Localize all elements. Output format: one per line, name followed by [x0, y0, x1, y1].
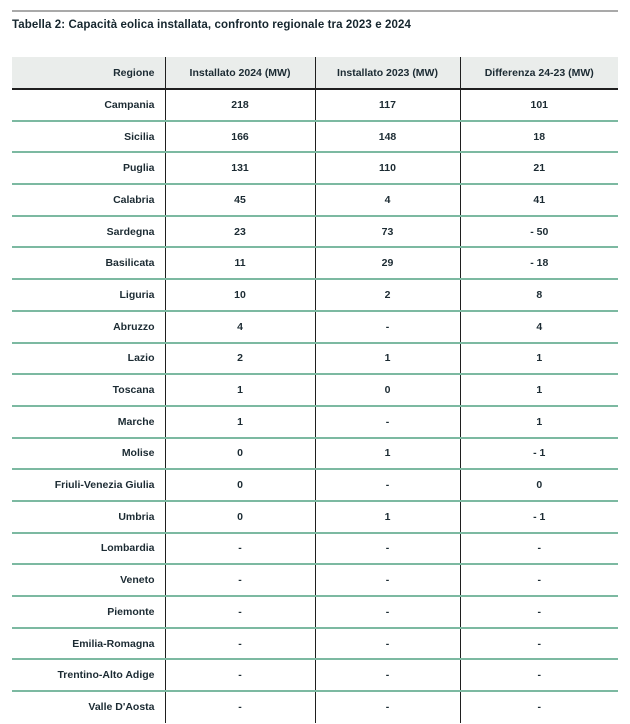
difference-cell: 101	[460, 89, 618, 121]
installed-2024-cell: 10	[165, 279, 315, 311]
installed-2023-cell: 1	[315, 438, 460, 470]
installed-2023-cell: -	[315, 596, 460, 628]
table-header-row	[12, 57, 618, 89]
table-row	[12, 247, 618, 279]
table-caption: Tabella 2: Capacità eolica installata, confronto regionale tra 2023 e 2024	[12, 19, 411, 31]
difference-cell: -	[460, 564, 618, 596]
installed-2023-cell: -	[315, 691, 460, 723]
table-row	[12, 564, 618, 596]
difference-cell: 1	[460, 374, 618, 406]
difference-cell: 1	[460, 406, 618, 438]
region-name-cell: Lombardia	[12, 533, 165, 565]
table-body	[12, 89, 618, 723]
top-rule-divider	[12, 10, 618, 12]
region-name-cell: Lazio	[12, 343, 165, 375]
installed-2024-cell: -	[165, 564, 315, 596]
installed-2023-cell: 2	[315, 279, 460, 311]
region-name-cell: Sicilia	[12, 121, 165, 153]
difference-cell: 21	[460, 152, 618, 184]
table-row	[12, 343, 618, 375]
table-row	[12, 152, 618, 184]
region-name-cell: Umbria	[12, 501, 165, 533]
column-header-regione: Regione	[12, 57, 165, 89]
table-row	[12, 406, 618, 438]
region-name-cell: Liguria	[12, 279, 165, 311]
region-name-cell: Sardegna	[12, 216, 165, 248]
table-header	[12, 57, 618, 89]
difference-cell: - 50	[460, 216, 618, 248]
difference-cell: - 1	[460, 438, 618, 470]
table-row	[12, 438, 618, 470]
difference-cell: -	[460, 659, 618, 691]
region-name-cell: Campania	[104, 98, 155, 111]
region-name-cell: Friuli-Venezia Giulia	[12, 469, 165, 501]
table-row	[12, 501, 618, 533]
installed-2024-cell: 218	[165, 89, 315, 121]
table-row	[12, 311, 618, 343]
installed-2023-cell: -	[315, 628, 460, 660]
installed-2024-cell: -	[165, 691, 315, 723]
region-name-cell: Calabria	[12, 184, 165, 216]
region-name-cell: Piemonte	[12, 596, 165, 628]
installed-2024-cell: 131	[165, 152, 315, 184]
installed-2023-cell: 1	[315, 343, 460, 375]
difference-cell: 41	[460, 184, 618, 216]
region-name-cell: Emilia-Romagna	[12, 628, 165, 660]
installed-2023-cell: -	[315, 406, 460, 438]
difference-cell: 8	[460, 279, 618, 311]
difference-cell: - 1	[460, 501, 618, 533]
installed-2023-cell: 4	[315, 184, 460, 216]
table-row	[12, 596, 618, 628]
table-row	[12, 121, 618, 153]
installed-2024-cell: 1	[165, 374, 315, 406]
installed-2023-cell: -	[315, 533, 460, 565]
difference-cell: 4	[460, 311, 618, 343]
column-header-installato-2024: Installato 2024 (MW)	[165, 57, 315, 89]
column-header-differenza: Differenza 24-23 (MW)	[460, 57, 618, 89]
installed-2024-cell: 166	[165, 121, 315, 153]
table-row	[12, 469, 618, 501]
wind-capacity-table	[12, 57, 618, 723]
table-row	[12, 216, 618, 248]
region-name-cell: Veneto	[12, 564, 165, 596]
installed-2023-cell: 117	[315, 89, 460, 121]
difference-cell: 1	[460, 343, 618, 375]
region-name-cell: Basilicata	[12, 247, 165, 279]
installed-2024-cell: 45	[165, 184, 315, 216]
difference-cell: - 18	[460, 247, 618, 279]
table-row	[12, 184, 618, 216]
installed-2024-cell: 2	[165, 343, 315, 375]
installed-2024-cell: -	[165, 659, 315, 691]
installed-2023-cell: -	[315, 469, 460, 501]
table-row	[12, 279, 618, 311]
installed-2024-cell: 1	[165, 406, 315, 438]
installed-2024-cell: -	[165, 596, 315, 628]
installed-2023-cell: 148	[315, 121, 460, 153]
table-row	[12, 659, 618, 691]
installed-2023-cell: 110	[315, 152, 460, 184]
difference-cell: -	[460, 596, 618, 628]
region-name-cell: Abruzzo	[12, 311, 165, 343]
installed-2023-cell: -	[315, 311, 460, 343]
installed-2023-cell: 1	[315, 501, 460, 533]
difference-cell: 0	[460, 469, 618, 501]
region-name-cell: Marche	[12, 406, 165, 438]
table-row	[12, 89, 618, 121]
installed-2023-cell: -	[315, 564, 460, 596]
region-name-cell: Trentino-Alto Adige	[12, 659, 165, 691]
installed-2024-cell: 0	[165, 438, 315, 470]
installed-2024-cell: 4	[165, 311, 315, 343]
installed-2024-cell: -	[165, 628, 315, 660]
difference-cell: 18	[460, 121, 618, 153]
installed-2023-cell: 29	[315, 247, 460, 279]
table-row	[12, 628, 618, 660]
installed-2024-cell: 0	[165, 501, 315, 533]
column-header-installato-2023: Installato 2023 (MW)	[315, 57, 460, 89]
installed-2024-cell: 0	[165, 469, 315, 501]
region-name-cell: Valle D'Aosta	[12, 691, 165, 723]
table-row	[12, 691, 618, 723]
region-name-cell: Toscana	[12, 374, 165, 406]
installed-2024-cell: -	[165, 533, 315, 565]
region-name-cell: Molise	[12, 438, 165, 470]
table-row	[12, 374, 618, 406]
installed-2024-cell: 23	[165, 216, 315, 248]
installed-2023-cell: 0	[315, 374, 460, 406]
region-name-cell: Puglia	[12, 152, 165, 184]
installed-2024-cell: 11	[165, 247, 315, 279]
installed-2023-cell: -	[315, 659, 460, 691]
installed-2023-cell: 73	[315, 216, 460, 248]
difference-cell: -	[460, 691, 618, 723]
difference-cell: -	[460, 628, 618, 660]
table-row	[12, 533, 618, 565]
difference-cell: -	[460, 533, 618, 565]
